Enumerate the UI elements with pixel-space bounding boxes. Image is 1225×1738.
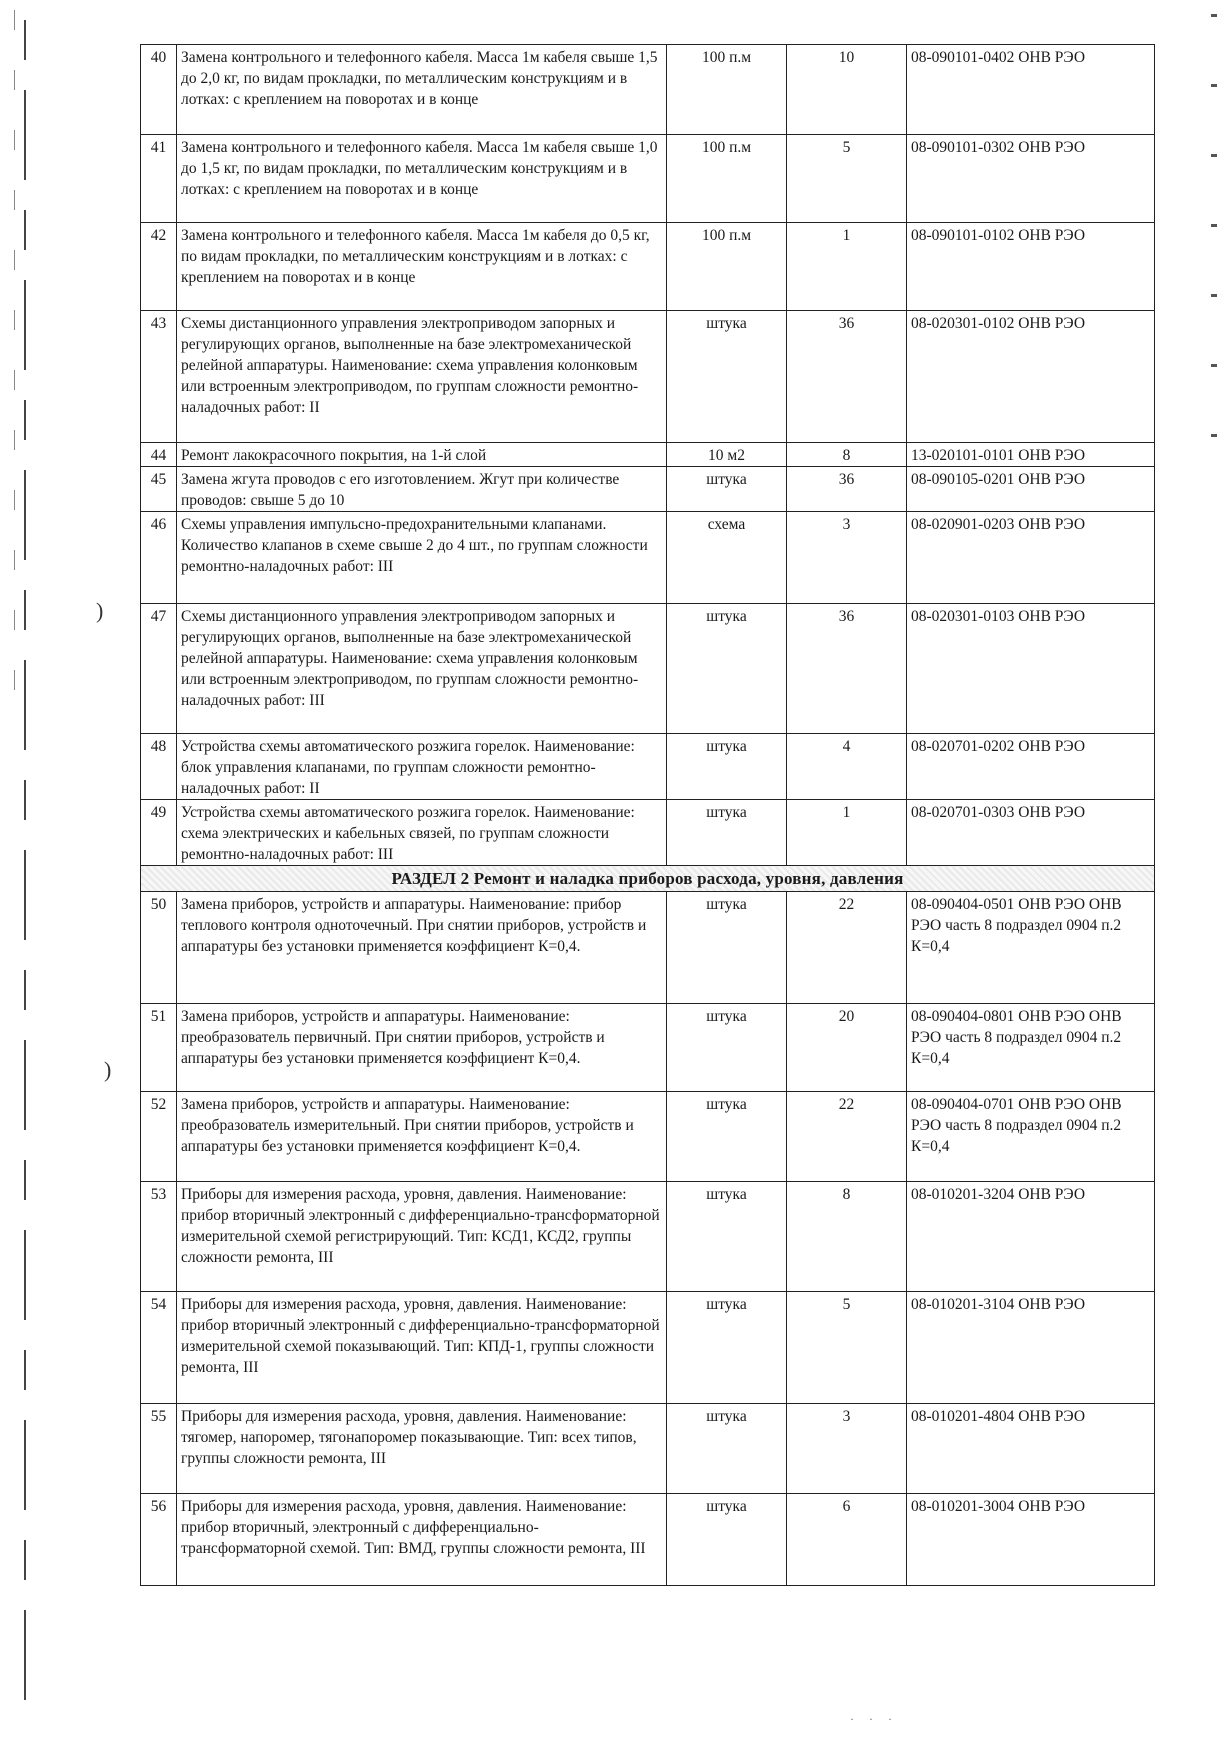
quantity: 3 xyxy=(787,1404,907,1494)
binding-edge-marks xyxy=(24,20,26,1710)
norm-code: 08-090101-0102 ОНВ РЭО xyxy=(907,223,1155,311)
row-number: 54 xyxy=(141,1292,177,1404)
unit: штука xyxy=(667,1292,787,1404)
norm-code: 08-020301-0103 ОНВ РЭО xyxy=(907,604,1155,734)
quantity: 4 xyxy=(787,734,907,800)
norm-code: 08-020301-0102 ОНВ РЭО xyxy=(907,311,1155,443)
quantity: 10 xyxy=(787,45,907,135)
work-description: Замена приборов, устройств и аппаратуры. Наименование: преобразователь измерительный. При снятии приборов, устройств и аппаратуры без установки применяется коэффициент К=0,4. xyxy=(177,1092,667,1182)
work-description: Схемы дистанционного управления электроприводом запорных и регулирующих органов, выполненные на базе электромеханической релейной аппаратуры. Наименование: схема управления колонковым или встроенным электроприводом, по группам сложности ремонтно-наладочных работ: II xyxy=(177,311,667,443)
unit: 100 п.м xyxy=(667,45,787,135)
table-row xyxy=(141,443,1155,467)
work-description: Устройства схемы автоматического розжига горелок. Наименование: схема электрических и кабельных связей, по группам сложности ремонтно-наладочных работ: III xyxy=(177,800,667,866)
norm-code: 08-020701-0202 ОНВ РЭО xyxy=(907,734,1155,800)
norm-code: 13-020101-0101 ОНВ РЭО xyxy=(907,443,1155,467)
punch-hole-mark: ) xyxy=(104,1057,112,1082)
work-description: Приборы для измерения расхода, уровня, давления. Наименование: прибор вторичный электронный с дифференциально-трансформаторной измерительной схемой показывающий. Тип: КПД-1, группы сложности ремонта, III xyxy=(177,1292,667,1404)
quantity: 5 xyxy=(787,1292,907,1404)
row-number: 47 xyxy=(141,604,177,734)
table-row xyxy=(141,512,1155,604)
norm-code: 08-090404-0801 ОНВ РЭО ОНВ РЭО часть 8 подраздел 0904 п.2 К=0,4 xyxy=(907,1004,1155,1092)
work-description: Замена приборов, устройств и аппаратуры. Наименование: преобразователь первичный. При снятии приборов, устройств и аппаратуры без установки применяется коэффициент К=0,4. xyxy=(177,1004,667,1092)
norm-code: 08-090404-0501 ОНВ РЭО ОНВ РЭО часть 8 подраздел 0904 п.2 К=0,4 xyxy=(907,892,1155,1004)
unit: штука xyxy=(667,311,787,443)
table-row xyxy=(141,1404,1155,1494)
quantity: 5 xyxy=(787,135,907,223)
work-description: Ремонт лакокрасочного покрытия, на 1-й слой xyxy=(177,443,667,467)
row-number: 52 xyxy=(141,1092,177,1182)
norm-code: 08-010201-3104 ОНВ РЭО xyxy=(907,1292,1155,1404)
table-row xyxy=(141,734,1155,800)
unit: штука xyxy=(667,604,787,734)
norm-code: 08-090101-0402 ОНВ РЭО xyxy=(907,45,1155,135)
work-description: Приборы для измерения расхода, уровня, давления. Наименование: прибор вторичный, электронный с дифференциально-трансформаторной схемой. Тип: ВМД, группы сложности ремонта, III xyxy=(177,1494,667,1586)
work-description: Замена жгута проводов с его изготовлением. Жгут при количестве проводов: свыше 5 до 10 xyxy=(177,467,667,512)
quantity: 36 xyxy=(787,467,907,512)
row-number: 51 xyxy=(141,1004,177,1092)
row-number: 45 xyxy=(141,467,177,512)
table-row xyxy=(141,1494,1155,1586)
table-row xyxy=(141,1292,1155,1404)
works-table xyxy=(140,44,1155,1586)
section-title: РАЗДЕЛ 2 Ремонт и наладка приборов расхода, уровня, давления xyxy=(141,866,1155,892)
unit: штука xyxy=(667,892,787,1004)
row-number: 56 xyxy=(141,1494,177,1586)
table-row xyxy=(141,311,1155,443)
unit: штука xyxy=(667,467,787,512)
row-number: 44 xyxy=(141,443,177,467)
work-description: Замена контрольного и телефонного кабеля. Масса 1м кабеля свыше 1,5 до 2,0 кг, по видам прокладки, по металлическим конструкциям и в лотках: с креплением на поворотах и в конце xyxy=(177,45,667,135)
row-number: 49 xyxy=(141,800,177,866)
unit: 100 п.м xyxy=(667,135,787,223)
work-description: Приборы для измерения расхода, уровня, давления. Наименование: прибор вторичный электронный с дифференциально-трансформаторной измерительной схемой регистрирующий. Тип: КСД1, КСД2, группы сложности ремонта, III xyxy=(177,1182,667,1292)
norm-code: 08-090101-0302 ОНВ РЭО xyxy=(907,135,1155,223)
quantity: 36 xyxy=(787,311,907,443)
table-row xyxy=(141,1182,1155,1292)
quantity: 1 xyxy=(787,800,907,866)
work-description: Замена контрольного и телефонного кабеля. Масса 1м кабеля свыше 1,0 до 1,5 кг, по видам прокладки, по металлическим конструкциям и в лотках: с креплением на поворотах и в конце xyxy=(177,135,667,223)
row-number: 46 xyxy=(141,512,177,604)
punch-hole-mark: ) xyxy=(96,598,104,623)
scan-dots: · · · xyxy=(850,1712,898,1726)
quantity: 22 xyxy=(787,892,907,1004)
row-number: 42 xyxy=(141,223,177,311)
table-row xyxy=(141,1092,1155,1182)
work-description: Замена приборов, устройств и аппаратуры. Наименование: прибор теплового контроля одноточечный. При снятии приборов, устройств и аппаратуры без установки применяется коэффициент К=0,4. xyxy=(177,892,667,1004)
table-row xyxy=(141,467,1155,512)
table-row xyxy=(141,45,1155,135)
unit: штука xyxy=(667,1182,787,1292)
quantity: 8 xyxy=(787,1182,907,1292)
right-edge-marks xyxy=(1211,14,1217,494)
row-number: 50 xyxy=(141,892,177,1004)
unit: схема xyxy=(667,512,787,604)
table-row xyxy=(141,604,1155,734)
unit: 100 п.м xyxy=(667,223,787,311)
section-header-row xyxy=(141,866,1155,892)
unit: штука xyxy=(667,1092,787,1182)
quantity: 8 xyxy=(787,443,907,467)
row-number: 48 xyxy=(141,734,177,800)
table-row xyxy=(141,1004,1155,1092)
norm-code: 08-020901-0203 ОНВ РЭО xyxy=(907,512,1155,604)
unit: штука xyxy=(667,1404,787,1494)
unit: штука xyxy=(667,1004,787,1092)
norm-code: 08-010201-3204 ОНВ РЭО xyxy=(907,1182,1155,1292)
work-description: Приборы для измерения расхода, уровня, давления. Наименование: тягомер, напоромер, тягонапоромер показывающие. Тип: всех типов, группы сложности ремонта, III xyxy=(177,1404,667,1494)
quantity: 36 xyxy=(787,604,907,734)
quantity: 1 xyxy=(787,223,907,311)
unit: штука xyxy=(667,734,787,800)
row-number: 41 xyxy=(141,135,177,223)
quantity: 3 xyxy=(787,512,907,604)
unit: 10 м2 xyxy=(667,443,787,467)
work-description: Схемы дистанционного управления электроприводом запорных и регулирующих органов, выполненные на базе электромеханической релейной аппаратуры. Наименование: схема управления колонковым или встроенным электроприводом, по группам сложности ремонтно-наладочных работ: III xyxy=(177,604,667,734)
norm-code: 08-090105-0201 ОНВ РЭО xyxy=(907,467,1155,512)
unit: штука xyxy=(667,1494,787,1586)
unit: штука xyxy=(667,800,787,866)
work-description: Устройства схемы автоматического розжига горелок. Наименование: блок управления клапанами, по группам сложности ремонтно-наладочных работ: II xyxy=(177,734,667,800)
row-number: 53 xyxy=(141,1182,177,1292)
quantity: 6 xyxy=(787,1494,907,1586)
quantity: 22 xyxy=(787,1092,907,1182)
binding-edge-marks-secondary xyxy=(14,10,15,710)
row-number: 55 xyxy=(141,1404,177,1494)
norm-code: 08-010201-3004 ОНВ РЭО xyxy=(907,1494,1155,1586)
table-row xyxy=(141,223,1155,311)
norm-code: 08-010201-4804 ОНВ РЭО xyxy=(907,1404,1155,1494)
work-description: Схемы управления импульсно-предохранительными клапанами. Количество клапанов в схеме свыше 2 до 4 шт., по группам сложности ремонтно-наладочных работ: III xyxy=(177,512,667,604)
quantity: 20 xyxy=(787,1004,907,1092)
row-number: 40 xyxy=(141,45,177,135)
table-row xyxy=(141,135,1155,223)
work-description: Замена контрольного и телефонного кабеля. Масса 1м кабеля до 0,5 кг, по видам прокладки, по металлическим конструкциям и в лотках: с креплением на поворотах и в конце xyxy=(177,223,667,311)
norm-code: 08-090404-0701 ОНВ РЭО ОНВ РЭО часть 8 подраздел 0904 п.2 К=0,4 xyxy=(907,1092,1155,1182)
table-row xyxy=(141,800,1155,866)
table-row xyxy=(141,892,1155,1004)
norm-code: 08-020701-0303 ОНВ РЭО xyxy=(907,800,1155,866)
row-number: 43 xyxy=(141,311,177,443)
